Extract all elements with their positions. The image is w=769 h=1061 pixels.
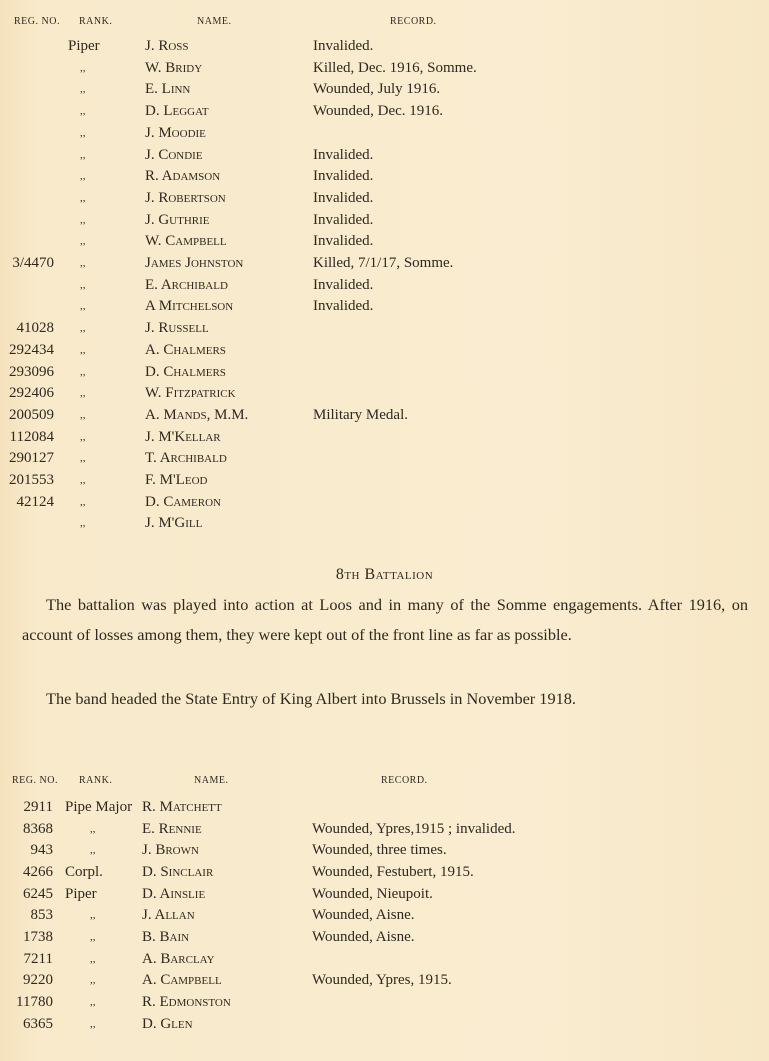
reg-no-cell: 41028 — [16, 320, 54, 337]
record-cell: Wounded, Nieupoit. — [312, 885, 433, 902]
rank-cell: ,, — [80, 191, 86, 204]
rank-cell: ,, — [80, 452, 86, 465]
rank-cell: ,, — [90, 909, 96, 922]
table-row — [0, 1013, 769, 1035]
name-cell: A. Mands, M.M. — [145, 406, 249, 423]
reg-no-cell: 3/4470 — [12, 255, 54, 271]
paragraph: The band headed the State Entry of King Albert into Brussels in November 1918. — [46, 689, 576, 708]
table-row — [0, 426, 769, 448]
name-cell: J. Ross — [145, 38, 189, 54]
name-cell: W. Campbell — [145, 233, 227, 250]
table-row — [0, 491, 769, 513]
header-record: RECORD. — [390, 16, 437, 27]
record-cell: Invalided. — [313, 189, 374, 206]
name-cell: E. Linn — [145, 81, 191, 98]
reg-no-cell: 11780 — [16, 993, 53, 1010]
record-cell: Wounded, three times. — [312, 842, 447, 859]
name-cell: A Mitchelson — [145, 298, 234, 315]
header-reg-no: REG. NO. — [12, 775, 58, 786]
reg-no-cell: 112084 — [9, 428, 54, 445]
name-cell: A. Chalmers — [145, 341, 226, 358]
record-cell: Wounded, July 1916. — [313, 81, 441, 98]
reg-no-cell: 6245 — [23, 885, 53, 902]
table-row — [0, 35, 769, 57]
rank-cell: Pipe Major — [65, 799, 133, 815]
header-name: NAME. — [194, 775, 229, 786]
table-row — [0, 796, 769, 818]
record-cell: Invalided. — [313, 146, 374, 163]
name-cell: D. Leggat — [145, 103, 209, 120]
table-row — [0, 991, 769, 1013]
record-cell: Killed, Dec. 1916, Somme. — [313, 59, 477, 76]
reg-no-cell: 853 — [30, 907, 53, 924]
table-row — [0, 252, 769, 274]
name-cell: E. Archibald — [145, 276, 228, 293]
table-row — [0, 339, 769, 361]
rank-cell: Piper — [65, 885, 97, 902]
name-cell: J. Russell — [145, 320, 209, 337]
table-row — [0, 382, 769, 404]
reg-no-cell: 292434 — [9, 341, 54, 358]
name-cell: F. M'Leod — [145, 472, 208, 488]
record-cell: Invalided. — [313, 233, 374, 250]
rank-cell: ,, — [80, 61, 86, 74]
record-cell: Wounded, Festubert, 1915. — [312, 863, 474, 880]
record-cell: Wounded, Aisne. — [312, 907, 415, 924]
rank-cell: ,, — [80, 343, 86, 356]
paragraph: The battalion was played into action at Loos and in many of the Somme engagements. After 1916, on account of losses among them, they were kept out of the front line as far as possible. — [22, 595, 748, 644]
reg-no-cell: 201553 — [9, 472, 54, 488]
table-row — [0, 404, 769, 426]
name-cell: W. Fitzpatrick — [145, 385, 236, 402]
name-cell: J. Brown — [142, 842, 199, 859]
table-row — [0, 209, 769, 231]
name-cell: J. Condie — [145, 146, 203, 163]
rank-cell: ,, — [80, 387, 86, 400]
rank-cell: ,, — [80, 430, 86, 443]
table-row — [0, 969, 769, 991]
table-row — [0, 861, 769, 883]
name-cell: R. Edmonston — [142, 993, 231, 1010]
name-cell: E. Rennie — [142, 820, 202, 837]
table-row — [0, 100, 769, 122]
name-cell: T. Archibald — [145, 450, 227, 467]
table-row — [0, 948, 769, 970]
header-rank: RANK. — [79, 775, 113, 786]
reg-no-cell: 200509 — [9, 406, 54, 423]
record-cell: Invalided. — [313, 38, 374, 54]
rank-cell: ,, — [90, 1017, 96, 1030]
table-row — [0, 144, 769, 166]
record-cell: Invalided. — [313, 168, 374, 185]
name-cell: B. Bain — [142, 928, 190, 945]
table-row — [0, 78, 769, 100]
rank-cell: ,, — [90, 930, 96, 943]
header-record: RECORD. — [381, 775, 428, 786]
record-cell: Wounded, Dec. 1916. — [313, 103, 444, 120]
reg-no-cell: 6365 — [23, 1015, 53, 1032]
rank-cell: ,, — [80, 365, 86, 378]
name-cell: D. Cameron — [145, 493, 222, 510]
table-row — [0, 818, 769, 840]
reg-no-cell: 290127 — [9, 450, 54, 467]
rank-cell: ,, — [80, 300, 86, 313]
reg-no-cell: 9220 — [23, 972, 53, 989]
rank-cell: ,, — [90, 822, 96, 835]
reg-no-cell: 8368 — [23, 820, 53, 837]
reg-no-cell: 292406 — [9, 385, 54, 402]
record-cell: Invalided. — [313, 298, 374, 315]
header-reg-no: REG. NO. — [14, 16, 60, 27]
name-cell: J. M'Kellar — [145, 428, 221, 445]
name-cell: D. Sinclair — [142, 863, 214, 880]
table-row — [0, 295, 769, 317]
table-row — [0, 469, 769, 491]
rank-cell: ,, — [80, 517, 86, 530]
name-cell: D. Chalmers — [145, 363, 226, 380]
rank-cell: ,, — [80, 105, 86, 118]
table-row — [0, 187, 769, 209]
table-row — [0, 904, 769, 926]
table-row — [0, 361, 769, 383]
reg-no-cell: 943 — [30, 842, 53, 859]
record-cell: Invalided. — [313, 211, 374, 228]
record-cell: Wounded, Ypres,1915 ; invalided. — [312, 820, 516, 837]
name-cell: W. Bridy — [145, 59, 203, 76]
rank-cell: ,, — [80, 474, 86, 486]
name-cell: R. Matchett — [142, 799, 222, 815]
name-cell: A. Barclay — [142, 950, 215, 967]
name-cell: A. Campbell — [142, 972, 222, 989]
name-cell: J. Guthrie — [145, 211, 210, 228]
rank-cell: ,, — [80, 408, 86, 421]
rank-cell: Corpl. — [65, 863, 103, 880]
reg-no-cell: 4266 — [23, 863, 53, 880]
rank-cell: ,, — [90, 995, 96, 1008]
table-row — [0, 447, 769, 469]
rank-cell: ,, — [80, 257, 86, 269]
table-row — [0, 926, 769, 948]
table-row — [0, 165, 769, 187]
rank-cell: ,, — [80, 235, 86, 248]
record-cell: Wounded, Aisne. — [312, 928, 415, 945]
rank-cell: ,, — [80, 170, 86, 183]
rank-cell: ,, — [80, 495, 86, 508]
name-cell: J. M'Gill — [145, 515, 203, 532]
table-row — [0, 512, 769, 534]
header-rank: RANK. — [79, 16, 113, 27]
rank-cell: ,, — [90, 974, 96, 987]
name-cell: R. Adamson — [145, 168, 221, 185]
table-row — [0, 317, 769, 339]
rank-cell: ,, — [90, 844, 96, 857]
rank-cell: ,, — [90, 952, 96, 965]
reg-no-cell: 1738 — [23, 928, 53, 945]
name-cell: J. Robertson — [145, 189, 226, 206]
table-row — [0, 122, 769, 144]
record-cell: Killed, 7/1/17, Somme. — [313, 255, 454, 271]
name-cell: James Johnston — [145, 255, 244, 271]
rank-cell: ,, — [80, 83, 86, 96]
table-row — [0, 57, 769, 79]
table-row — [0, 883, 769, 905]
table-row — [0, 839, 769, 861]
name-cell: D. Ainslie — [142, 885, 206, 902]
rank-cell: ,, — [80, 322, 86, 335]
name-cell: J. Moodie — [145, 124, 206, 141]
rank-cell: ,, — [80, 213, 86, 226]
reg-no-cell: 42124 — [16, 493, 54, 510]
table-row — [0, 274, 769, 296]
table-row — [0, 230, 769, 252]
rank-cell: ,, — [80, 148, 86, 161]
record-cell: Invalided. — [313, 276, 374, 293]
rank-cell: ,, — [80, 126, 86, 139]
header-name: NAME. — [197, 16, 232, 27]
name-cell: D. Glen — [142, 1015, 193, 1032]
rank-cell: ,, — [80, 278, 86, 291]
reg-no-cell: 7211 — [23, 950, 53, 967]
record-cell: Wounded, Ypres, 1915. — [312, 972, 452, 989]
name-cell: J. Allan — [142, 907, 195, 924]
section-title: 8th Battalion — [335, 566, 434, 583]
reg-no-cell: 2911 — [23, 799, 53, 815]
record-cell: Military Medal. — [313, 406, 408, 423]
rank-cell: Piper — [68, 38, 100, 54]
reg-no-cell: 293096 — [9, 363, 54, 380]
